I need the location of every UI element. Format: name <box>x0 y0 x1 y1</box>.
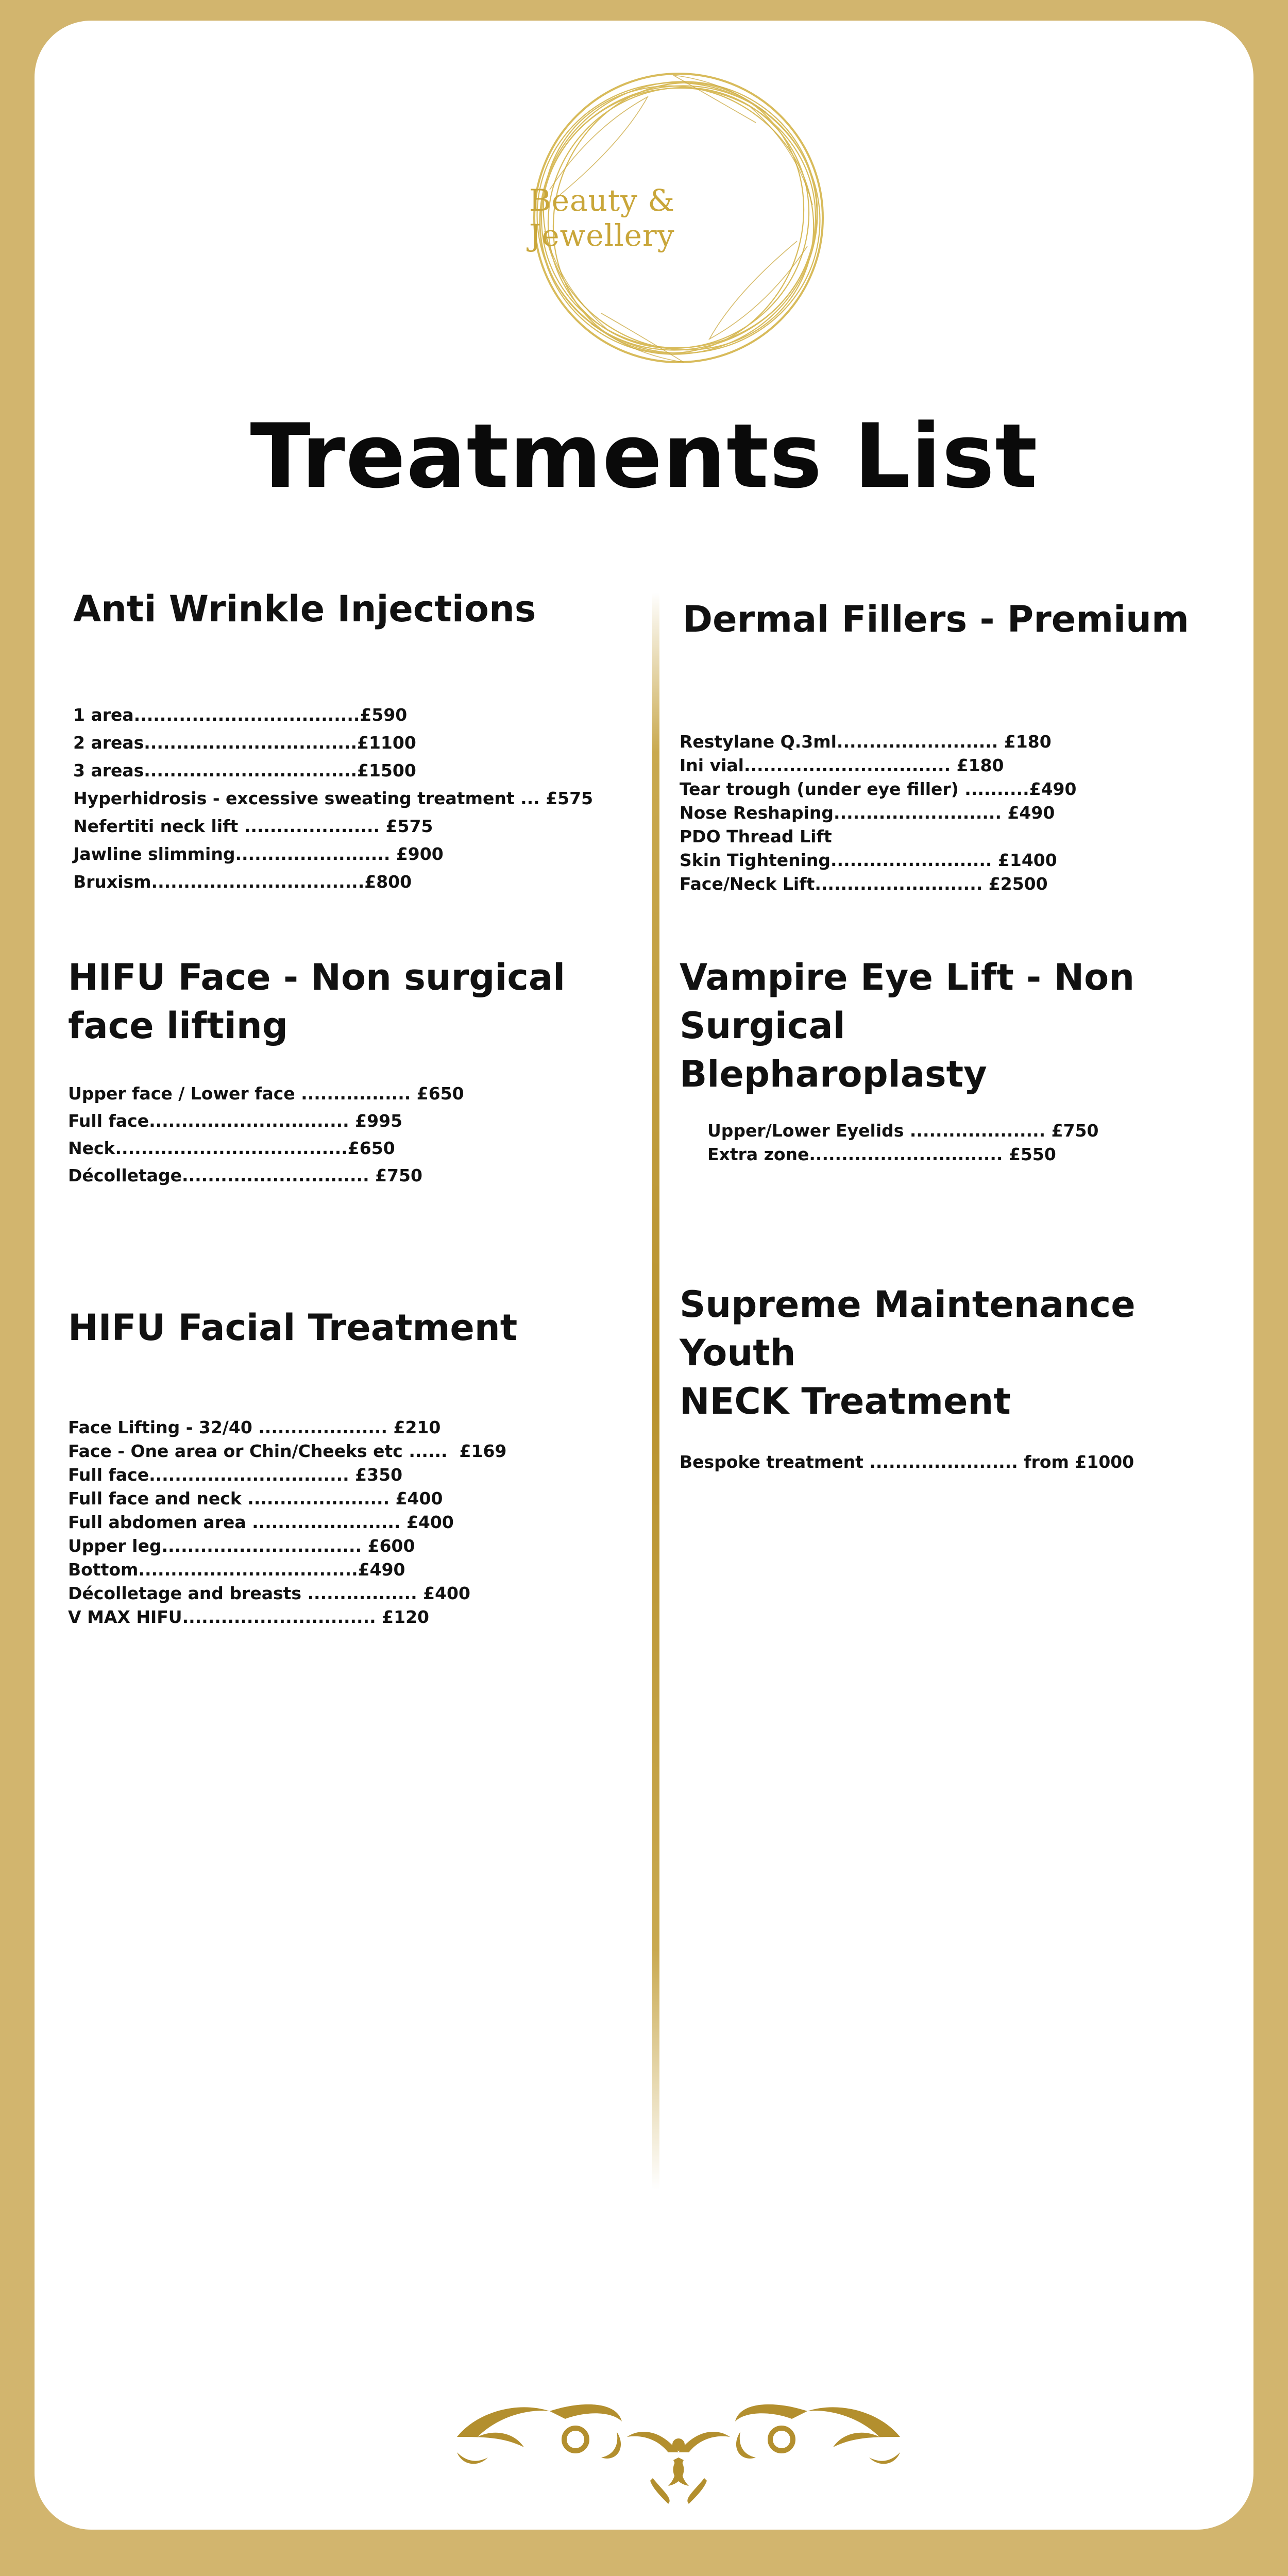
section-vampire-eye-lift <box>680 953 1246 1164</box>
section-hifu-facial <box>68 1303 624 1627</box>
price-list <box>73 703 593 894</box>
price-item: Bottom..................................£490 <box>68 1560 405 1580</box>
price-item: 1 area...................................£590 <box>73 705 408 725</box>
price-item: Neck....................................£650 <box>68 1138 395 1158</box>
section-heading: Anti Wrinkle Injections <box>73 588 536 630</box>
price-item: Nose Reshaping.......................... £490 <box>680 803 1055 823</box>
section-heading-line2: face lifting <box>68 1005 288 1047</box>
price-list <box>680 1450 1134 1474</box>
section-dermal-fillers <box>680 595 1239 894</box>
section-heading-line2: Blepharoplasty <box>680 1053 987 1095</box>
price-item: Face Lifting - 32/40 .................... £210 <box>68 1417 441 1437</box>
price-item: Full face............................... £995 <box>68 1111 403 1131</box>
price-item: Nefertiti neck lift ..................... £575 <box>73 816 433 836</box>
price-item: Face/Neck Lift.......................... £2500 <box>680 874 1048 894</box>
menu-card <box>35 21 1253 2530</box>
price-item: Upper leg............................... £600 <box>68 1536 415 1556</box>
price-item: Bruxism.................................£800 <box>73 872 412 892</box>
section-heading-line1: Supreme Maintenance Youth <box>680 1283 1136 1374</box>
price-list <box>68 1082 464 1188</box>
price-item: 3 areas.................................£1500 <box>73 760 416 781</box>
section-heading-line1: HIFU Face - Non surgical <box>68 956 566 998</box>
section-heading-line2: NECK Treatment <box>680 1380 1011 1422</box>
logo-text: Beauty & Jewellery <box>529 183 675 253</box>
section-heading: Dermal Fillers - Premium <box>683 598 1189 640</box>
price-item: Décolletage and breasts ................. £400 <box>68 1583 470 1603</box>
column-divider <box>652 592 659 2190</box>
section-hifu-face <box>68 953 624 1185</box>
price-item: Jawline slimming........................ £900 <box>73 844 444 864</box>
section-heading-line1: Vampire Eye Lift - Non Surgical <box>680 956 1135 1047</box>
price-item: Skin Tightening......................... £1400 <box>680 850 1057 870</box>
price-item: Ini vial................................ £180 <box>680 755 1004 775</box>
price-item: V MAX HIFU.............................. £120 <box>68 1607 429 1627</box>
section-supreme-maintenance <box>680 1280 1246 1472</box>
section-heading: HIFU Facial Treatment <box>68 1307 518 1349</box>
brand-logo <box>529 66 828 370</box>
price-item: Upper face / Lower face ................. £650 <box>68 1083 464 1104</box>
section-anti-wrinkle <box>73 585 614 892</box>
price-list <box>68 1416 506 1629</box>
price-item: Décolletage............................. £750 <box>68 1165 422 1185</box>
price-item: PDO Thread Lift <box>680 826 832 846</box>
price-item: Upper/Lower Eyelids ..................... £750 <box>707 1121 1099 1141</box>
price-item: Face - One area or Chin/Cheeks etc ...... £169 <box>68 1441 507 1461</box>
price-item: Full abdomen area ....................... £400 <box>68 1512 454 1532</box>
price-item: Full face............................... £350 <box>68 1465 403 1485</box>
price-item: Hyperhidrosis - excessive sweating treatment ... £575 <box>73 788 594 808</box>
price-item: Tear trough (under eye filler) ..........£490 <box>680 779 1077 799</box>
price-list <box>707 1119 1098 1166</box>
price-item: Full face and neck ...................... £400 <box>68 1488 443 1509</box>
price-item: Extra zone.............................. £550 <box>707 1144 1056 1164</box>
price-item: 2 areas.................................£1100 <box>73 733 416 753</box>
price-item: Bespoke treatment ....................... from £1000 <box>680 1452 1134 1472</box>
flourish-ornament-icon <box>447 2380 910 2504</box>
price-list <box>680 730 1076 896</box>
price-item: Restylane Q.3ml......................... £180 <box>680 732 1052 752</box>
page-title: Treatments List <box>250 404 1038 508</box>
